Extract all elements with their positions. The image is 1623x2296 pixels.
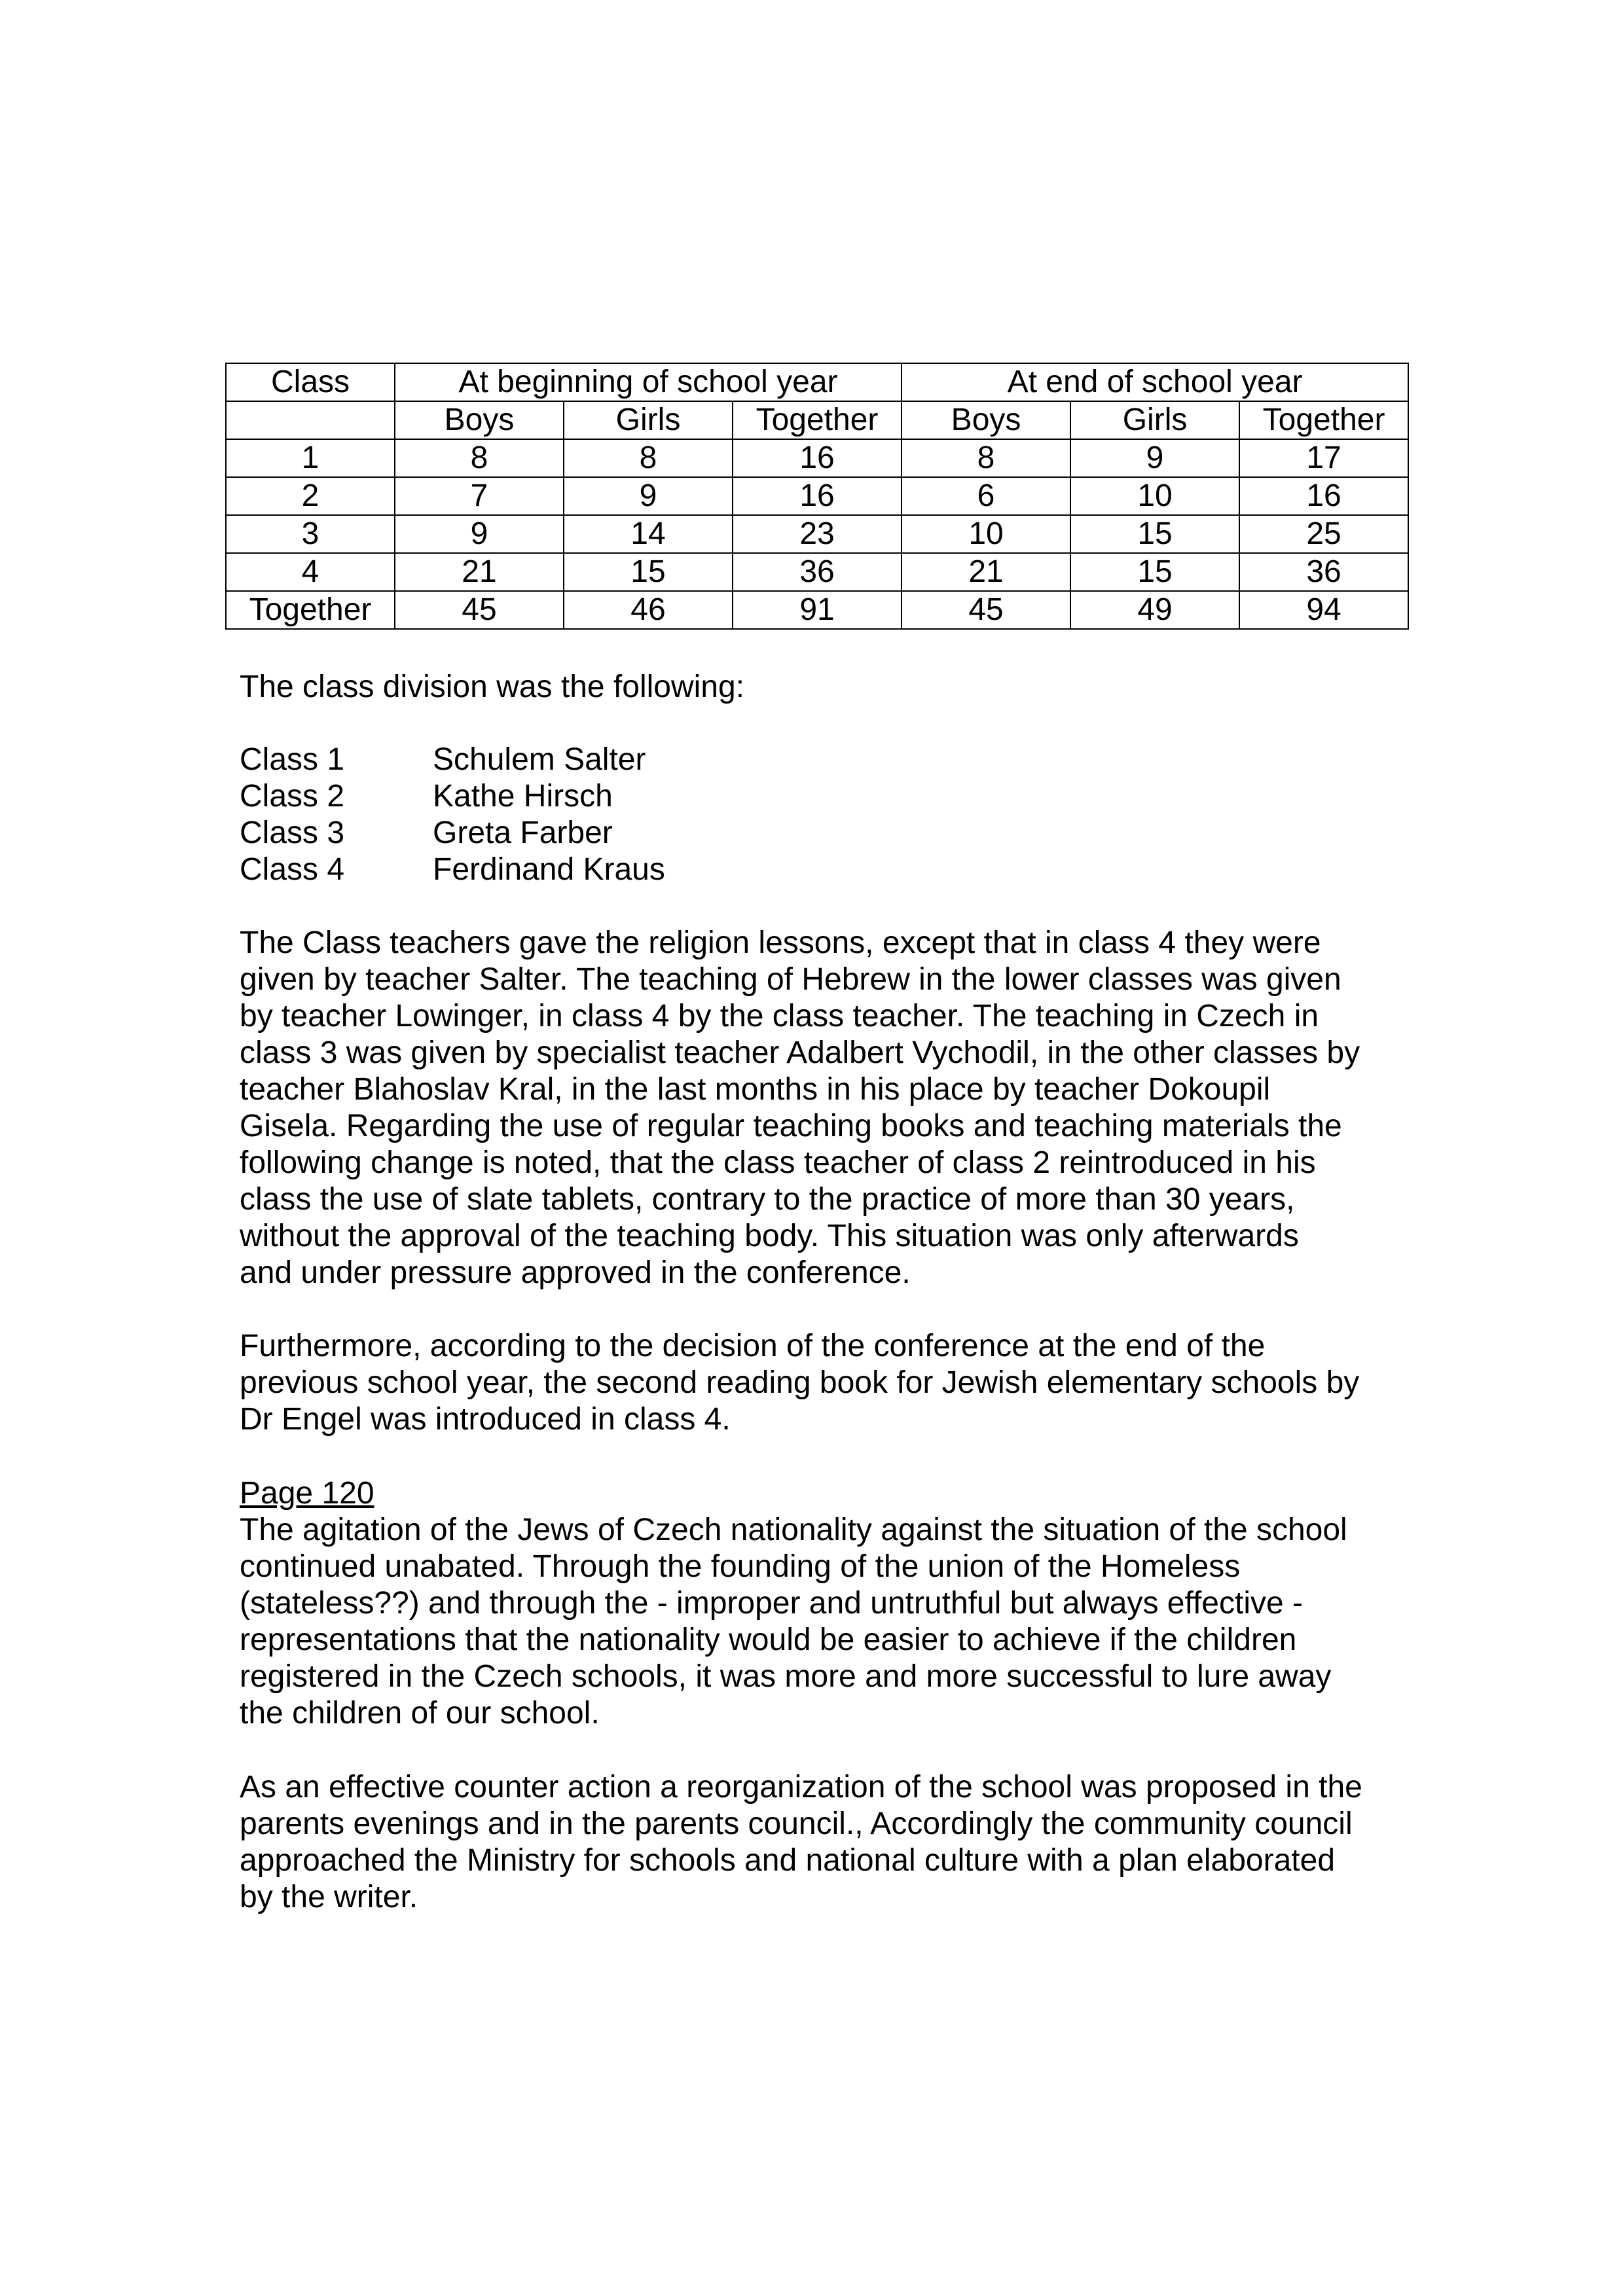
intro-text [240,669,1418,706]
table-cell: 6 [902,477,1070,515]
paragraph-line: The agitation of the Jews of Czech nationality against the situation of the school [240,1513,1347,1547]
table-cell: 2 [226,477,395,515]
teacher-name: Greta Farber [433,816,613,850]
paragraph-line: teacher Blahoslav Kral, in the last months in his place by teacher Dokoupil [240,1072,1271,1107]
paragraph-line: approached the Ministry for schools and national culture with a plan elaborated [240,1843,1336,1878]
paragraph-line: Dr Engel was introduced in class 4. [240,1402,731,1437]
subheader-cell: Together [1239,401,1408,439]
paragraph-line: the children of our school. [240,1696,600,1731]
table-cell: 14 [564,515,733,553]
table-cell: 49 [1070,591,1239,629]
table-cell: 23 [733,515,902,553]
table-cell: 8 [395,439,564,477]
paragraph-line: by the writer. [240,1880,418,1914]
table-cell: 36 [1239,553,1408,591]
table-row [226,439,1408,477]
paragraph-line: previous school year, the second reading book for Jewish elementary schools by [240,1365,1360,1400]
table-cell: Together [226,591,395,629]
paragraph-line: given by teacher Salter. The teaching of Hebrew in the lower classes was given [240,962,1341,997]
paragraph-reading-book [240,1328,1418,1438]
table-cell: 45 [395,591,564,629]
header-beginning-of-year: At beginning of school year [395,363,902,401]
table-cell: 10 [902,515,1070,553]
header-class: Class [226,363,395,401]
table-cell: 3 [226,515,395,553]
paragraph-line: parents evenings and in the parents council., Accordingly the community council [240,1806,1353,1841]
paragraph-line: The Class teachers gave the religion lessons, except that in class 4 they were [240,925,1321,960]
paragraph-line: by teacher Lowinger, in class 4 by the class teacher. The teaching in Czech in [240,999,1319,1033]
paragraph-line: class 3 was given by specialist teacher Adalbert Vychodil, in the other classes by [240,1035,1360,1070]
table-cell: 10 [1070,477,1239,515]
intro-line: The class division was the following: [240,670,745,704]
table-cell: 9 [395,515,564,553]
paragraph-line: registered in the Czech schools, it was more and more successful to lure away [240,1659,1332,1694]
table-cell: 45 [902,591,1070,629]
table-total-row [226,591,1408,629]
table-cell: 46 [564,591,733,629]
table-cell: 17 [1239,439,1408,477]
paragraph-line: (stateless??) and through the - improper and untruthful but always effective - [240,1586,1304,1621]
paragraph-line: Furthermore, according to the decision of the conference at the end of the [240,1329,1266,1363]
table-cell: 25 [1239,515,1408,553]
table-cell: 1 [226,439,395,477]
table-cell: 9 [1070,439,1239,477]
class-label: Class 2 [240,779,345,814]
table-cell: 21 [902,553,1070,591]
paragraph-line: representations that the nationality would be easier to achieve if the children [240,1623,1297,1657]
table-cell: 8 [902,439,1070,477]
paragraph-line: following change is noted, that the class teacher of class 2 reintroduced in his [240,1145,1316,1180]
enrollment-table [225,363,1409,630]
paragraph-line: without the approval of the teaching body. This situation was only afterwards [240,1219,1299,1253]
list-item [240,742,1418,778]
subheader-cell: Together [733,401,902,439]
list-item [240,852,1418,888]
table-header-row [226,363,1408,401]
list-item [240,815,1418,852]
paragraph-line: and under pressure approved in the conference. [240,1255,911,1290]
subheader-cell: Girls [564,401,733,439]
table-subheader-row [226,401,1408,439]
paragraph-religion-lessons [240,925,1418,1291]
table-cell: 21 [395,553,564,591]
subheader-cell [226,401,395,439]
table-row [226,553,1408,591]
table-cell: 16 [733,439,902,477]
table-cell: 15 [564,553,733,591]
table-row [226,515,1408,553]
teacher-name: Ferdinand Kraus [433,852,665,887]
class-division-list [240,742,1418,888]
list-item [240,778,1418,815]
paragraph-line: continued unabated. Through the founding of the union of the Homeless [240,1549,1241,1584]
class-label: Class 1 [240,742,345,777]
paragraph-reorganization [240,1769,1418,1916]
table-cell: 9 [564,477,733,515]
subheader-cell: Boys [902,401,1070,439]
table-cell: 8 [564,439,733,477]
table-row [226,477,1408,515]
page-number-label: Page 120 [240,1476,374,1511]
teacher-name: Kathe Hirsch [433,779,613,814]
table-cell: 91 [733,591,902,629]
class-label: Class 3 [240,816,345,850]
paragraph-line: As an effective counter action a reorganization of the school was proposed in the [240,1770,1362,1804]
class-label: Class 4 [240,852,345,887]
subheader-cell: Girls [1070,401,1239,439]
header-end-of-year: At end of school year [902,363,1408,401]
paragraph-agitation [240,1475,1418,1732]
table-cell: 7 [395,477,564,515]
table-cell: 15 [1070,515,1239,553]
table-cell: 15 [1070,553,1239,591]
subheader-cell: Boys [395,401,564,439]
table-cell: 94 [1239,591,1408,629]
table-cell: 4 [226,553,395,591]
paragraph-line: Gisela. Regarding the use of regular teaching books and teaching materials the [240,1109,1342,1143]
table-cell: 16 [733,477,902,515]
paragraph-line: class the use of slate tablets, contrary to the practice of more than 30 years, [240,1182,1295,1217]
table-cell: 36 [733,553,902,591]
table-cell: 16 [1239,477,1408,515]
teacher-name: Schulem Salter [433,742,646,777]
